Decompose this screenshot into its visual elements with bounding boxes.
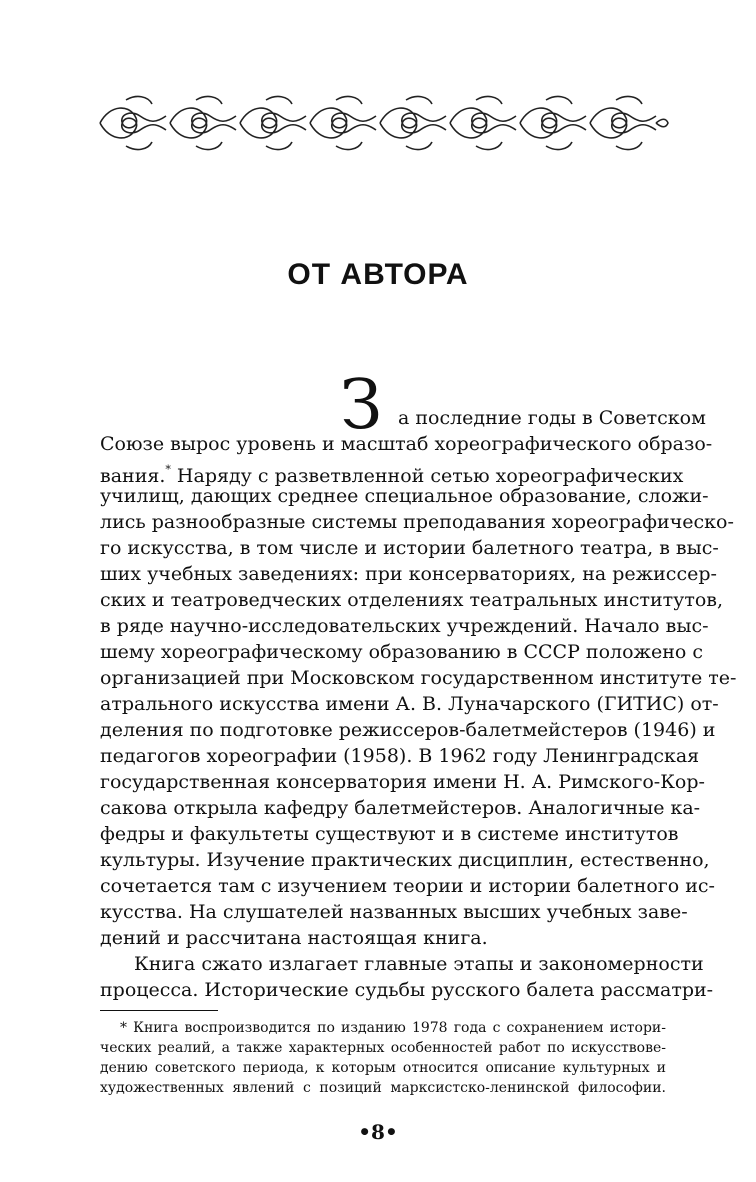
text-line: шему хореографическому образованию в СССР положено с bbox=[100, 641, 704, 663]
page-number: •8• bbox=[358, 1120, 398, 1144]
text-fragment: вания. bbox=[100, 465, 166, 487]
text-fragment: Наряду с разветвленной сетью хореографических bbox=[170, 465, 684, 487]
text-line: лись разнообразные системы преподавания хореографическо- bbox=[100, 511, 734, 533]
footnote-line: ческих реалий, а также характерных особенностей работ по искусствове- bbox=[100, 1040, 666, 1056]
text-line: Книга сжато излагает главные этапы и закономерности bbox=[134, 953, 704, 975]
text-line: атрального искусства имени А. В. Луначарского (ГИТИС) от- bbox=[100, 693, 719, 715]
footnote-divider bbox=[100, 1010, 218, 1011]
text-line: сочетается там с изучением теории и истории балетного ис- bbox=[100, 875, 715, 897]
text-line: кусства. На слушателей названных высших учебных заве- bbox=[100, 901, 688, 923]
text-line: процесса. Исторические судьбы русского балета рассматри- bbox=[100, 979, 714, 1001]
text-line: деления по подготовке режиссеров-балетмейстеров (1946) и bbox=[100, 719, 716, 741]
footnote-line: художественных явлений с позиций марксистско-ленинской философии. bbox=[100, 1080, 666, 1096]
text-line: федры и факультеты существуют и в системе институтов bbox=[100, 823, 679, 845]
text-line: училищ, дающих среднее специальное образование, сложи- bbox=[100, 485, 709, 507]
text-line: ских и театроведческих отделениях театральных институтов, bbox=[100, 589, 724, 611]
text-line: культуры. Изучение практических дисциплин, естественно, bbox=[100, 849, 710, 871]
drop-cap-letter: З bbox=[340, 366, 383, 445]
footnote-line: * Книга воспроизводится по изданию 1978 года с сохранением истори- bbox=[120, 1020, 666, 1036]
ornament-header-icon bbox=[96, 92, 670, 154]
text-line: ших учебных заведениях: при консерваториях, на режиссер- bbox=[100, 563, 717, 585]
footnote-line: дению советского периода, к которым относится описание культурных и bbox=[100, 1060, 666, 1076]
text-line: а последние годы в Советском bbox=[398, 407, 706, 429]
text-line: государственная консерватория имени Н. А. Римского-Кор- bbox=[100, 771, 705, 793]
text-line: сакова открыла кафедру балетмейстеров. Аналогичные ка- bbox=[100, 797, 701, 819]
footnote-marker: * bbox=[165, 463, 171, 476]
text-line: организацией при Московском государственном институте те- bbox=[100, 667, 737, 689]
text-line: Союзе вырос уровень и масштаб хореографического образо- bbox=[100, 433, 713, 455]
text-line: педагогов хореографии (1958). В 1962 году Ленинградская bbox=[100, 745, 700, 767]
text-line: го искусства, в том числе и истории балетного театра, в выс- bbox=[100, 537, 719, 559]
text-line: дений и рассчитана настоящая книга. bbox=[100, 927, 488, 949]
drop-cap bbox=[340, 366, 400, 445]
page-title: ОТ АВТОРА bbox=[287, 258, 469, 291]
text-line: в ряде научно-исследовательских учреждений. Начало выс- bbox=[100, 615, 709, 637]
